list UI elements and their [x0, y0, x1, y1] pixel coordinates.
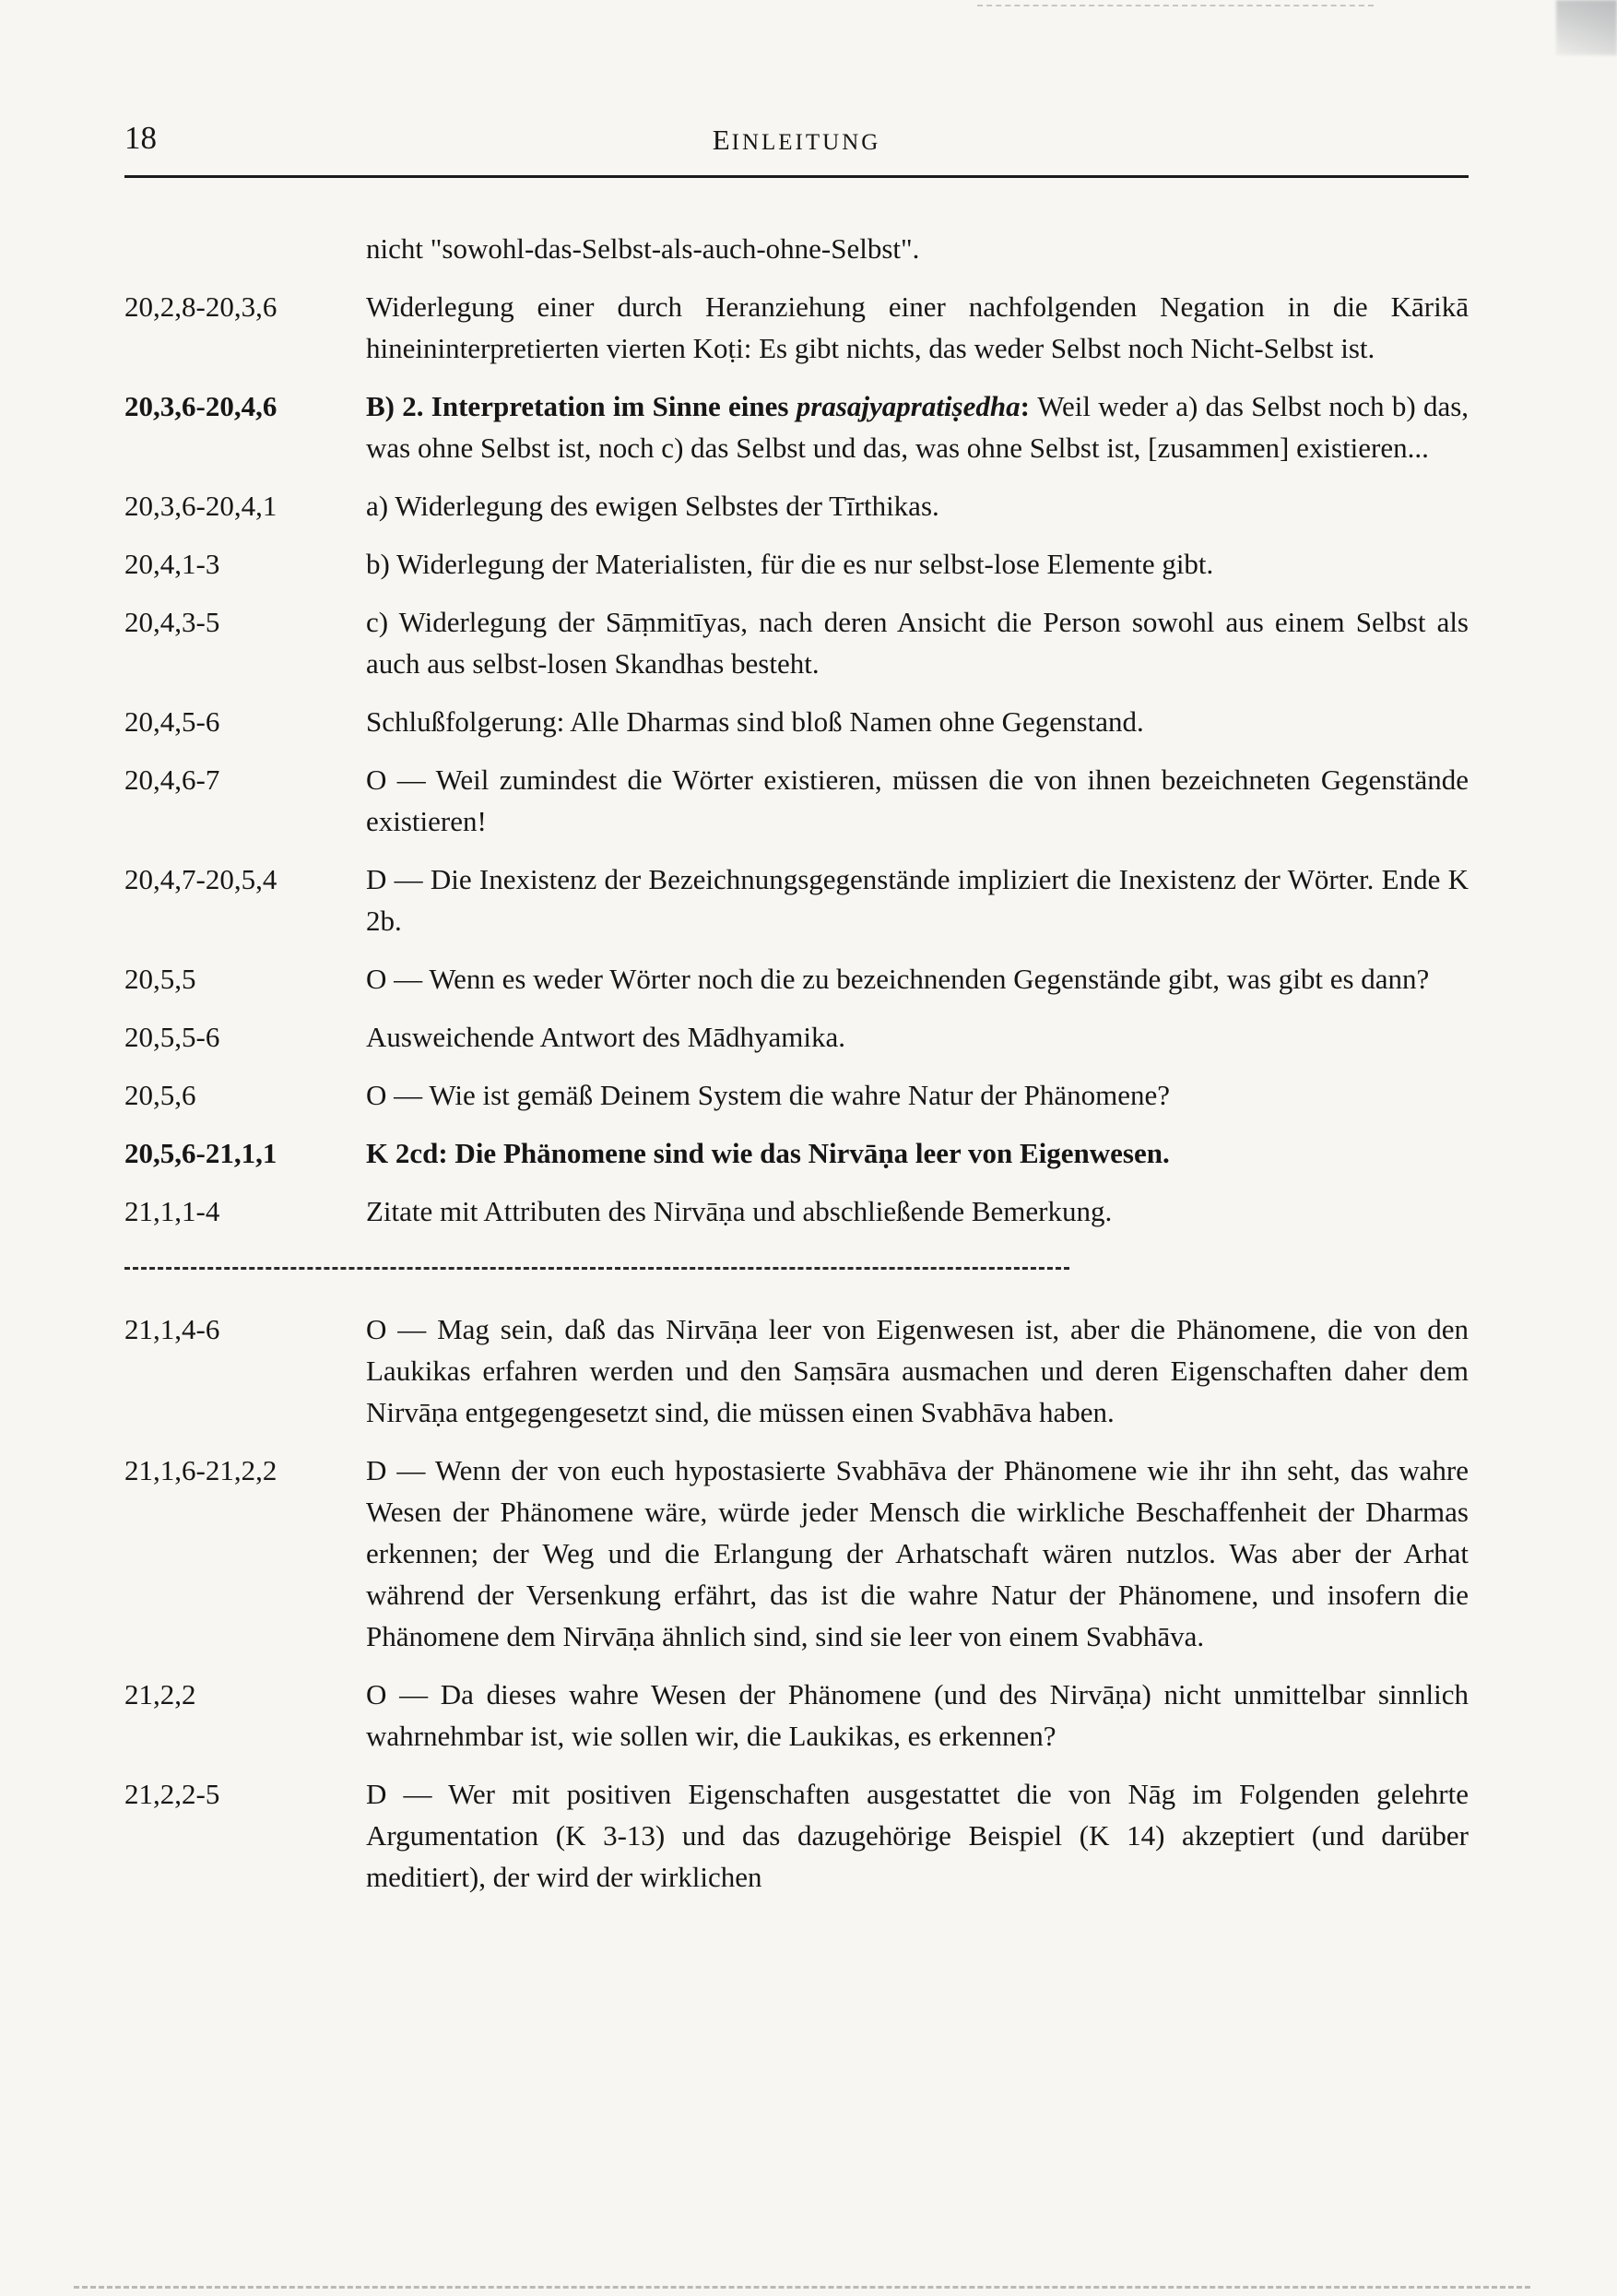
toc-entry [124, 485, 1469, 527]
toc-entry [124, 1674, 1469, 1757]
entry-ref [124, 228, 366, 269]
page-number: 18 [124, 120, 157, 156]
entry-text: O — Wie ist gemäß Deinem System die wahre Natur der Phänomene? [366, 1079, 1170, 1111]
toc-entry [124, 385, 1469, 468]
entry-text: B) 2. Interpretation im Sinne eines prasajyapratiṣedha: Weil weder a) das Selbst noch b) das, was ohne Selbst ist, noch c) das Selbst und das, was ohne Selbst ist, [zusammen] existieren... [366, 390, 1469, 464]
toc-entry [124, 286, 1469, 369]
running-title [124, 124, 1469, 157]
toc-entry [124, 958, 1469, 1000]
entry-ref: 20,4,5-6 [124, 705, 220, 738]
entry-text: Zitate mit Attributen des Nirvāṇa und abschließende Bemerkung. [366, 1195, 1113, 1227]
header-rule [124, 175, 1469, 178]
page-content [124, 118, 1469, 1914]
running-title-initial: E [712, 124, 732, 156]
entry-ref: 21,1,4-6 [124, 1313, 220, 1345]
toc-entry [124, 1308, 1469, 1433]
entry-text: Widerlegung einer durch Heranziehung einer nachfolgenden Negation in die Kārikā hineininterpretierten vierten Koṭi: Es gibt nichts, das weder Selbst noch Nicht-Selbst ist. [366, 290, 1469, 364]
entry-text: K 2cd: Die Phänomene sind wie das Nirvāṇa leer von Eigenwesen. [366, 1137, 1170, 1169]
entries [124, 228, 1469, 1898]
page-header [124, 118, 1469, 164]
running-title-rest: INLEITUNG [731, 130, 881, 155]
entry-text: O — Wenn es weder Wörter noch die zu bezeichnenden Gegenstände gibt, was gibt es dann? [366, 963, 1430, 995]
entry-ref: 20,5,5-6 [124, 1021, 220, 1053]
entry-ref: 21,1,1-4 [124, 1195, 220, 1227]
entry-ref: 21,2,2 [124, 1678, 196, 1710]
toc-entry [124, 858, 1469, 941]
toc-entry [124, 1190, 1469, 1232]
entry-text: O — Weil zumindest die Wörter existieren, müssen die von ihnen bezeichneten Gegenstände existieren! [366, 763, 1469, 837]
toc-entry [124, 1016, 1469, 1058]
entry-text: c) Widerlegung der Sāṃmitīyas, nach deren Ansicht die Person sowohl aus einem Selbst als auch aus selbst-losen Skandhas besteht. [366, 606, 1469, 680]
scan-artifact-top [977, 5, 1374, 6]
toc-entry [124, 701, 1469, 742]
entry-ref: 20,5,6-21,1,1 [124, 1137, 277, 1169]
scan-artifact-bottom [74, 2286, 1530, 2289]
entry-text: a) Widerlegung des ewigen Selbstes der Tīrthikas. [366, 490, 939, 522]
toc-entry [124, 601, 1469, 684]
scan-artifact-top-right [1556, 0, 1617, 55]
entry-ref: 20,3,6-20,4,1 [124, 490, 277, 522]
dashed-separator [124, 1267, 1069, 1270]
entry-text: D — Wenn der von euch hypostasierte Svabhāva der Phänomene wie ihr ihn seht, das wahre Wesen der Phänomene wäre, würde jeder Mensch die wirkliche Beschaffenheit der Dharmas erkennen; der Weg und die Erlangung der Arhatschaft wären nutzlos. Was aber der Arhat während der Versenkung erfährt, das ist die wahre Natur der Phänomene, und insofern die Phänomene dem Nirvāṇa ähnlich sind, sind sie leer von einem Svabhāva. [366, 1454, 1469, 1652]
toc-entry [124, 543, 1469, 585]
toc-entry [124, 1132, 1469, 1174]
entry-text: O — Mag sein, daß das Nirvāṇa leer von Eigenwesen ist, aber die Phänomene, die von den Laukikas erfahren werden und den Saṃsāra ausmachen und deren Eigenschaften daher dem Nirvāṇa entgegengesetzt sind, die müssen einen Svabhāva haben. [366, 1313, 1469, 1428]
entry-ref: 20,4,1-3 [124, 548, 220, 580]
entry-text: nicht "sowohl-das-Selbst-als-auch-ohne-Selbst". [366, 232, 920, 265]
toc-entry [124, 228, 1469, 269]
entry-text: O — Da dieses wahre Wesen der Phänomene (und des Nirvāṇa) nicht unmittelbar sinnlich wahrnehmbar ist, wie sollen wir, die Laukikas, es erkennen? [366, 1678, 1469, 1752]
entry-ref: 20,5,5 [124, 963, 196, 995]
entry-text: Schlußfolgerung: Alle Dharmas sind bloß Namen ohne Gegenstand. [366, 705, 1144, 738]
toc-entry [124, 1773, 1469, 1898]
entry-ref: 20,3,6-20,4,6 [124, 390, 277, 422]
entry-text: Ausweichende Antwort des Mādhyamika. [366, 1021, 845, 1053]
entry-ref: 21,1,6-21,2,2 [124, 1454, 277, 1486]
entry-ref: 20,4,3-5 [124, 606, 220, 638]
entry-ref: 20,5,6 [124, 1079, 196, 1111]
entry-text: D — Die Inexistenz der Bezeichnungsgegenstände impliziert die Inexistenz der Wörter. Ende K 2b. [366, 863, 1469, 937]
toc-entry [124, 759, 1469, 842]
entry-ref: 20,4,7-20,5,4 [124, 863, 277, 895]
entry-text: b) Widerlegung der Materialisten, für die es nur selbst-lose Elemente gibt. [366, 548, 1214, 580]
toc-entry [124, 1450, 1469, 1657]
entry-ref: 20,4,6-7 [124, 763, 220, 796]
entry-text: D — Wer mit positiven Eigenschaften ausgestattet die von Nāg im Folgenden gelehrte Argumentation (K 3-13) und das dazugehörige Beispiel (K 14) akzeptiert (und darüber meditiert), der wird der wirklichen [366, 1778, 1469, 1893]
entry-ref: 20,2,8-20,3,6 [124, 290, 277, 323]
entry-ref: 21,2,2-5 [124, 1778, 220, 1810]
toc-entry [124, 1074, 1469, 1116]
